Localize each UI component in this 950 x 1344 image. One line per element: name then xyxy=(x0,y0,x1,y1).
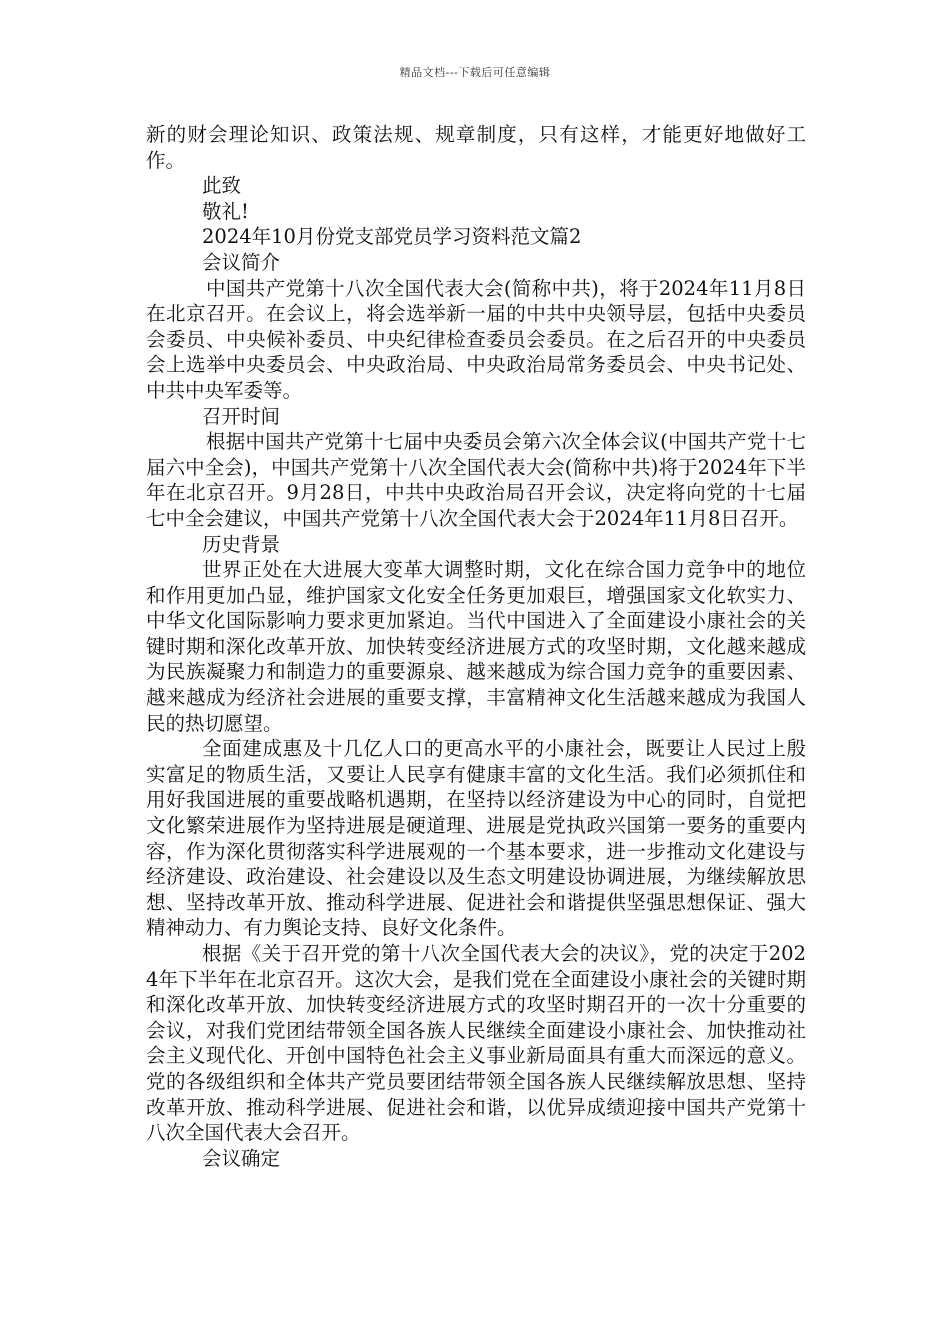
paragraph-background-3: 根据《关于召开党的第十八次全国代表大会的决议》，党的决定于2024年下半年在北京召开。这次大会，是我们党在全面建设小康社会的关键时期和深化改革开放、加快转变经济进展方式的攻坚时期召开的一次十分重要的会议，对我们党团结带领全国各族人民继续全面建设小康社会、加快推动社会主义现代化、开创中国特色社会主义事业新局面具有重大而深远的意义。党的各级组织和全体共产党员要团结带领全国各族人民继续解放思想、坚持改革开放、推动科学进展、促进社会和谐，以优异成绩迎接中国共产党第十八次全国代表大会召开。 xyxy=(146,942,806,1145)
document-body xyxy=(146,122,806,1171)
paragraph-background-1: 世界正处在大进展大变革大调整时期，文化在综合国力竞争中的地位和作用更加凸显，维护国家文化安全任务更加艰巨，增强国家文化软实力、中华文化国际影响力要求更加紧迫。当代中国进入了全面建设小康社会的关键时期和深化改革开放、加快转变经济进展方式的攻坚时期，文化越来越成为民族凝聚力和制造力的重要源泉、越来越成为综合国力竞争的重要因素、越来越成为经济社会进展的重要支撑，丰富精神文化生活越来越成为我国人民的热切愿望。 xyxy=(146,558,806,735)
paragraph-background-2: 全面建成惠及十几亿人口的更高水平的小康社会，既要让人民过上殷实富足的物质生活，又要让人民享有健康丰富的文化生活。我们必须抓住和用好我国进展的重要战略机遇期，在坚持以经济建设为中心的同时，自觉把文化繁荣进展作为坚持进展是硬道理、进展是党执政兴国第一要务的重要内容，作为深化贯彻落实科学进展观的一个基本要求，进一步推动文化建设与经济建设、政治建设、社会建设以及生态文明建设协调进展，为继续解放思想、坚持改革开放、推动科学进展、促进社会和谐提供坚强思想保证、强大精神动力、有力舆论支持、良好文化条件。 xyxy=(146,737,806,940)
section-heading-intro: 会议简介 xyxy=(202,250,281,274)
paragraph-closing-text: 新的财会理论知识、政策法规、规章制度，只有这样，才能更好地做好工作。 xyxy=(146,123,806,172)
paragraph-intro: 中国共产党第十八次全国代表大会(简称中共)，将于2024年11月8日在北京召开。在会议上，将会选举新一届的中共中央领导层，包括中央委员会委员、中央候补委员、中央纪律检查委员会委员。在之后召开的中央委员会上选举中央委员会、中央政治局、中央政治局常务委员会、中央书记处、中共中央军委等。 xyxy=(146,276,806,402)
salutation-jingli: 敬礼! xyxy=(202,199,249,223)
page-header: 精品文档---下载后可任意编辑 xyxy=(399,66,551,79)
salutation-cizhi: 此致 xyxy=(202,174,242,198)
section-heading-time: 召开时间 xyxy=(202,404,281,428)
paragraph-time: 根据中国共产党第十七届中央委员会第六次全体会议(中国共产党十七届六中全会)，中国共产党第十八次全国代表大会(简称中共)将于2024年下半年在北京召开。9月28日，中共中央政治局召开会议，决定将向党的十七届七中全会建议，中国共产党第十八次全国代表大会于2024年11月8日召开。 xyxy=(146,430,806,530)
article-title: 2024年10月份党支部党员学习资料范文篇2 xyxy=(202,225,582,249)
section-heading-background: 历史背景 xyxy=(202,532,281,556)
section-heading-confirm: 会议确定 xyxy=(202,1146,281,1170)
